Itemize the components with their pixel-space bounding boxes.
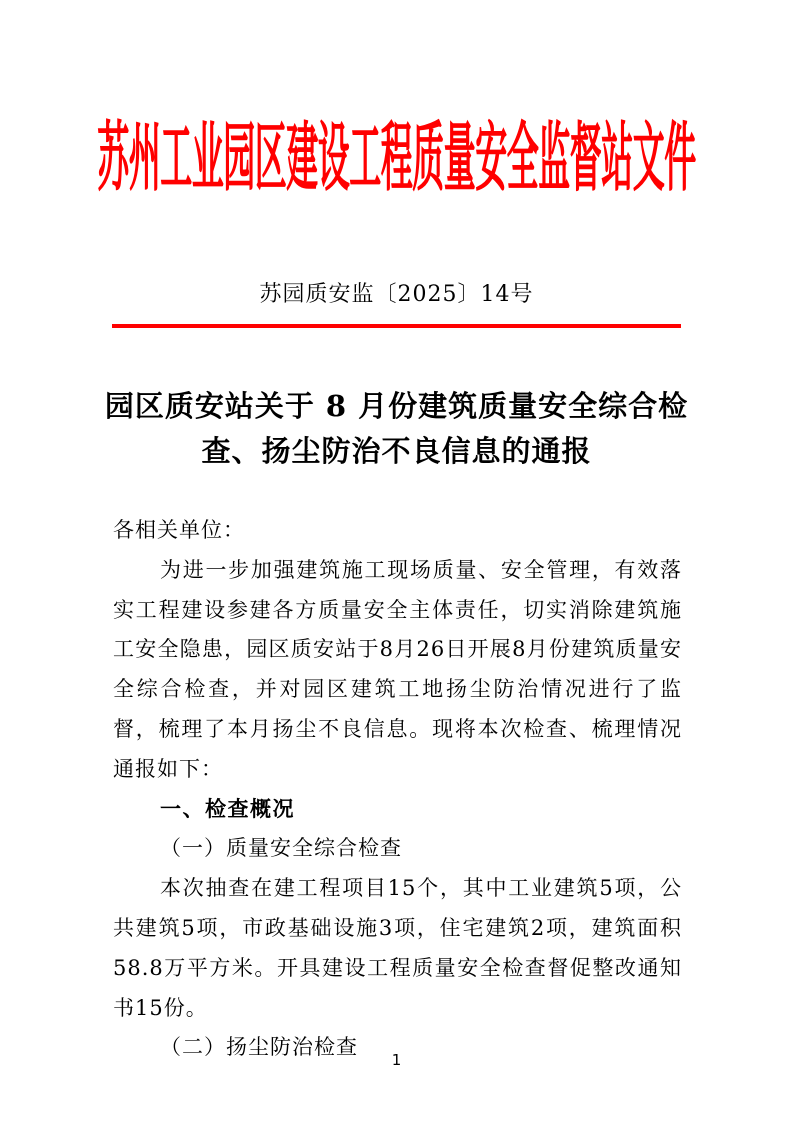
agency-header-text: 苏州工业园区建设工程质量安全监督站文件: [97, 112, 696, 203]
document-body: [113, 511, 682, 1068]
document-title: [77, 384, 717, 474]
salutation: 各相关单位：: [113, 518, 245, 542]
intro-paragraph: 为进一步加强建筑施工现场质量、安全管理，有效落实工程建设参建各方质量安全主体责任，切实消除建筑施工安全隐患，园区质安站于8月26日开展8月份建筑质量安全综合检查，并对园区建筑工地扬尘防治情况进行了监督，梳理了本月扬尘不良信息。现将本次检查、梳理情况通报如下：: [113, 557, 682, 781]
document-title-line-1: 园区质安站关于 8 月份建筑质量安全综合检: [104, 389, 689, 423]
document-title-line-2: 查、扬尘防治不良信息的通报: [201, 434, 592, 468]
subsection-1-body: 本次抽查在建工程项目15个，其中工业建筑5项，公共建筑5项，市政基础设施3项，住宅建筑2项，建筑面积58.8万平方米。开具建设工程质量安全检查督促整改通知书15份。: [113, 876, 682, 1020]
agency-header: [0, 112, 793, 203]
page-number: 1: [391, 1051, 402, 1069]
subsection-1-heading: （一）质量安全综合检查: [160, 836, 402, 861]
subsection-2-heading: （二）扬尘防治检查: [160, 1035, 358, 1060]
red-divider-line: [112, 324, 681, 328]
doc-number: 苏园质安监〔2025〕14号: [259, 282, 534, 307]
section-1-heading: 一、检查概况: [160, 796, 295, 821]
